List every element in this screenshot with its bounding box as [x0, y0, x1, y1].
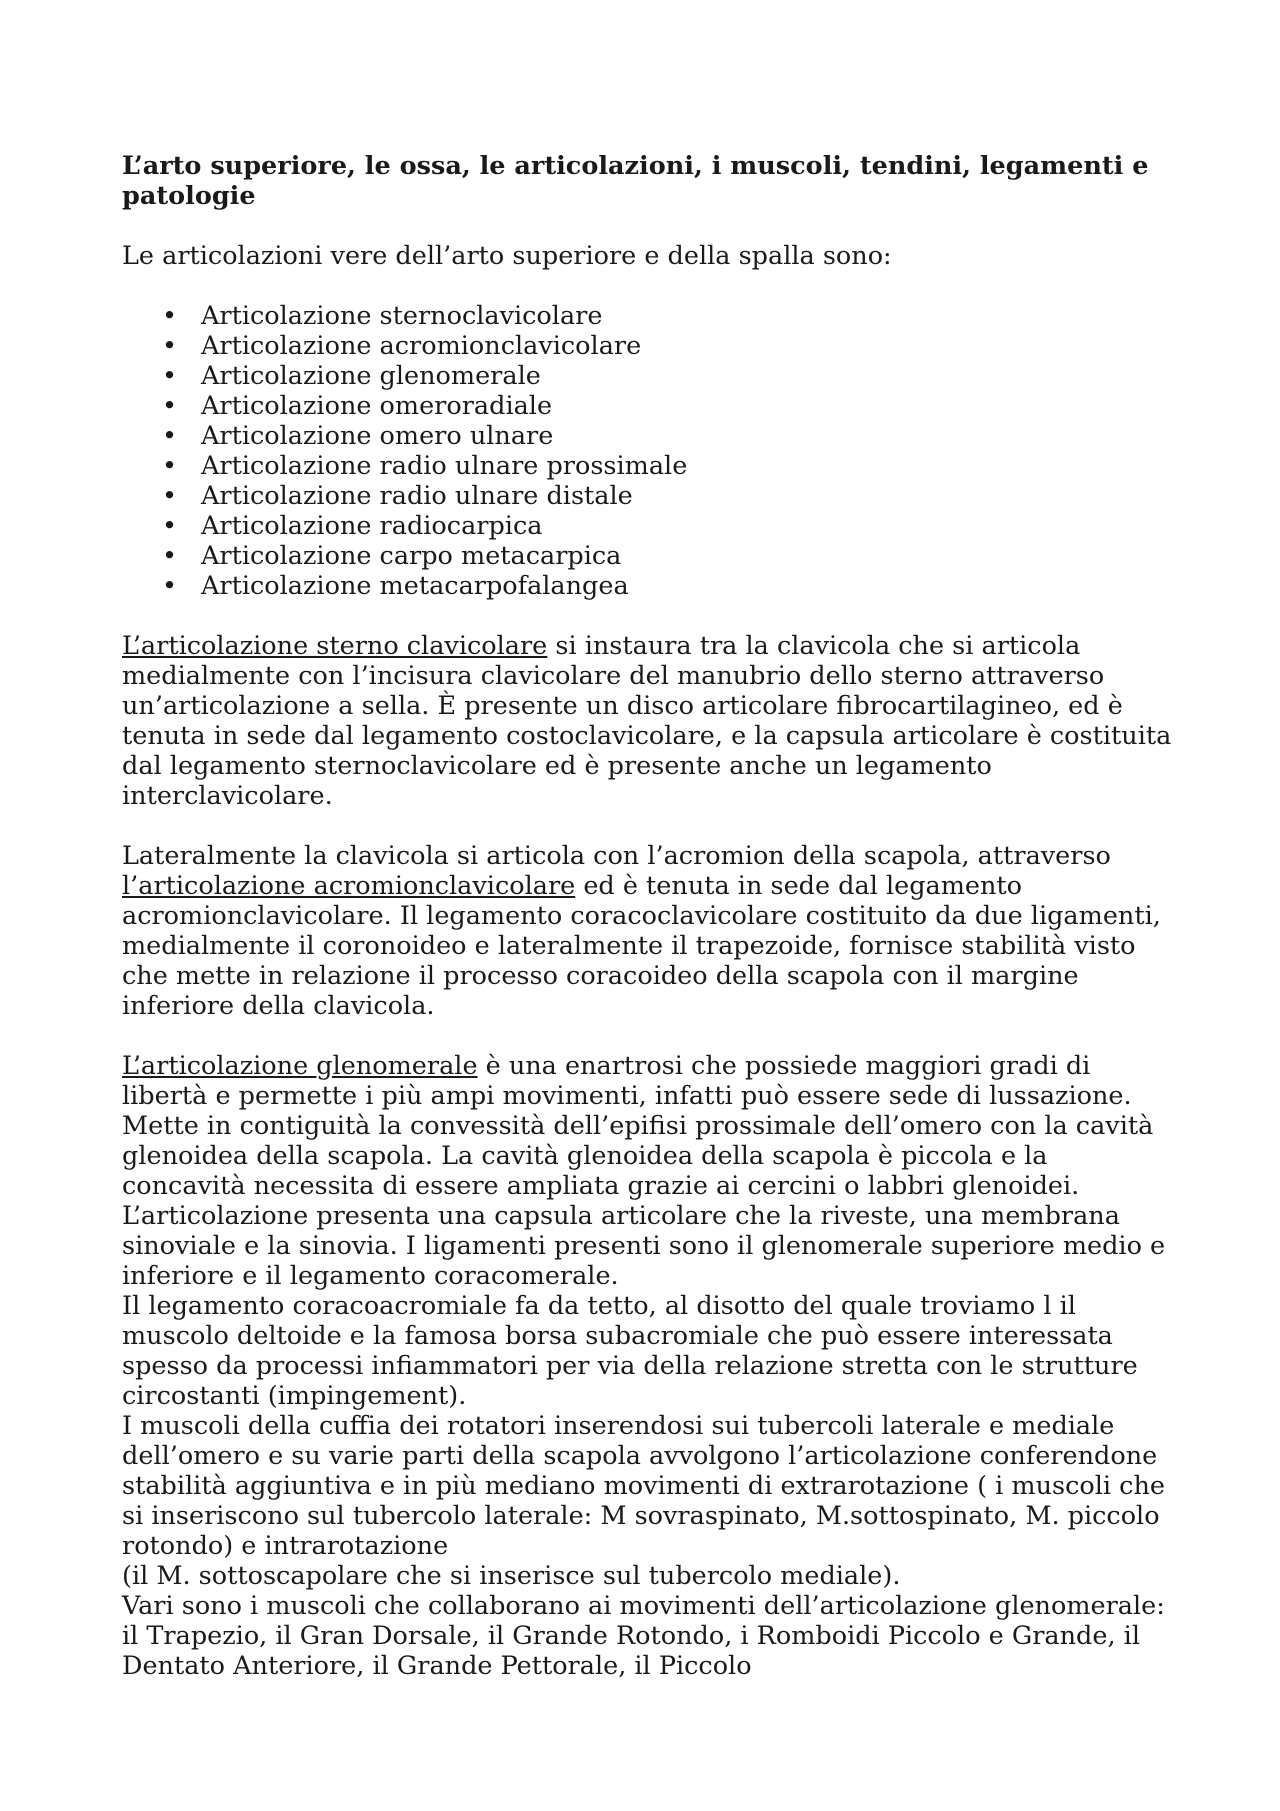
paragraph-muscles: Vari sono i muscoli che collaborano ai movimenti dell’articolazione glenomerale: il Trapezio, il Gran Dorsale, il Grande Rotondo, i Romboidi Piccolo e Grande, il Dentato Anteriore, il Grande Pettorale, il Piccolo: [122, 1591, 1165, 1681]
document-title: L’arto superiore, le ossa, le articolazioni, i muscoli, tendini, legamenti e patologie: [122, 151, 1149, 211]
paragraph-acromioclavicular: [122, 841, 1172, 1021]
list-item: • Articolazione sternoclavicolare: [122, 301, 1172, 331]
list-item: • Articolazione radio ulnare distale: [122, 481, 1172, 511]
underlined-term: L’articolazione glenomerale: [122, 1051, 478, 1081]
list-item: • Articolazione radio ulnare prossimale: [122, 451, 1172, 481]
paragraph-text: si instaura tra la clavicola che si articola medialmente con l’incisura clavicolare del manubrio dello sterno attraverso un’articolazione a sella. È presente un disco articolare fibrocartilagineo, ed è tenuta in sede dal legamento costoclavicolare, e la capsula articolare è costituita dal legamento sternoclavicolare ed è presente anche un legamento interclavicolare.: [122, 631, 1172, 811]
list-item: • Articolazione acromionclavicolare: [122, 331, 1172, 361]
paragraph-text: Lateralmente la clavicola si articola con l’acromion della scapola, attraverso: [122, 841, 1111, 871]
list-item: • Articolazione omero ulnare: [122, 421, 1172, 451]
list-item: • Articolazione omeroradiale: [122, 391, 1172, 421]
joints-list: [122, 301, 1172, 601]
paragraph-sternoclavicular: [122, 631, 1172, 811]
underlined-term: L’articolazione sterno clavicolare: [122, 631, 548, 661]
list-item: • Articolazione radiocarpica: [122, 511, 1172, 541]
paragraph-rotator-cuff-continued: (il M. sottoscapolare che si inserisce sul tubercolo mediale).: [122, 1561, 901, 1591]
paragraph-rotator-cuff: I muscoli della cuffia dei rotatori inserendosi sui tubercoli laterale e mediale dell’omero e su varie parti della scapola avvolgono l’articolazione conferendone stabilità aggiuntiva e in più mediano movimenti di extrarotazione ( i muscoli che si inseriscono sul tubercolo laterale: M sovraspinato, M.sottospinato, M. piccolo rotondo) e intrarotazione: [122, 1411, 1165, 1561]
intro-paragraph: Le articolazioni vere dell’arto superiore e della spalla sono:: [122, 241, 892, 271]
document-body: [122, 151, 1172, 1681]
underlined-term: l’articolazione acromionclavicolare: [122, 871, 576, 901]
paragraph-text: ed è tenuta in sede dal legamento acromionclavicolare. Il legamento coracoclavicolare costituito da due ligamenti, medialmente il coronoideo e lateralmente il trapezoide, fornisce stabilità visto che mette in relazione il processo coracoideo della scapola con il margine inferiore della clavicola.: [122, 871, 1161, 1021]
paragraph-coracoacromial: Il legamento coracoacromiale fa da tetto, al disotto del quale troviamo l il muscolo deltoide e la famosa borsa subacromiale che può essere interessata spesso da processi infiammatori per via della relazione stretta con le strutture circostanti (impingement).: [122, 1291, 1138, 1411]
paragraph-text: è una enartrosi che possiede maggiori gradi di libertà e permette i più ampi movimenti, infatti può essere sede di lussazione. Mette in contiguità la convessità dell’epifisi prossimale dell’omero con la cavità glenoidea della scapola. La cavità glenoidea della scapola è piccola e la concavità necessita di essere ampliata grazie ai cercini o labbri glenoidei. L’articolazione presenta una capsula articolare che la riveste, una membrana sinoviale e la sinovia. I ligamenti presenti sono il glenomerale superiore medio e inferiore e il legamento coracomerale.: [122, 1051, 1166, 1291]
paragraph-glenohumeral: [122, 1051, 1172, 1291]
list-item: • Articolazione glenomerale: [122, 361, 1172, 391]
list-item: • Articolazione metacarpofalangea: [122, 571, 1172, 601]
list-item: • Articolazione carpo metacarpica: [122, 541, 1172, 571]
